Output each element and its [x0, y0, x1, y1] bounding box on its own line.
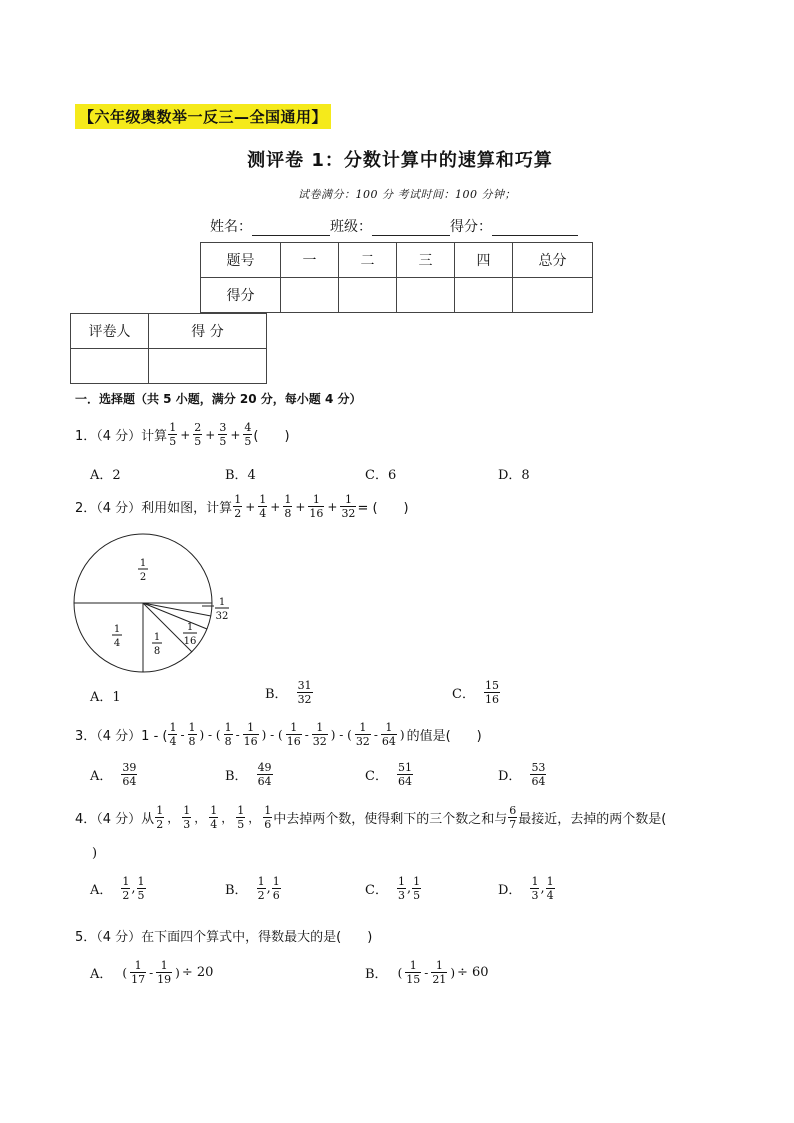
answer-blank[interactable]: 的值是( ) [406, 729, 482, 744]
q4-option-d[interactable]: D． $\frac{1}{3}$ , $\frac{1}{4}$ [498, 875, 554, 902]
label-eighth-den: 8 [153, 646, 161, 657]
score-input-cell[interactable] [455, 278, 513, 313]
fraction-circle-figure [72, 530, 242, 680]
page-title: 测评卷 1：分数计算中的速算和巧算 [247, 150, 553, 171]
radius-sixteenth [143, 603, 207, 629]
fraction: $\frac{1}{4}$ [259, 493, 267, 520]
section-title: 一．选择题（共 5 小题，满分 20 分，每小题 4 分） [75, 392, 362, 406]
score-field[interactable] [492, 220, 578, 236]
fraction: $\frac{1}{64}$ [381, 721, 396, 748]
fraction: $\frac{1}{32}$ [341, 493, 356, 520]
label-sixteenth-num: 1 [186, 622, 194, 633]
q1-option-c[interactable]: C．6 [365, 468, 397, 483]
label-thirtysecond-num: 1 [218, 597, 226, 608]
class-label: 班级： [330, 219, 372, 235]
label-thirtysecond-den: 32 [215, 611, 229, 622]
class-field[interactable] [372, 220, 450, 236]
exam-meta: 试卷满分：100 分 考试时间：100 分钟； [298, 188, 516, 201]
grader-input-cell[interactable] [71, 349, 149, 384]
question-prefix: 4．（4 分）从 [75, 812, 155, 827]
label-sixteenth-den: 16 [183, 636, 197, 647]
q5-option-b[interactable]: B． ( $\frac{1}{15}$ - $\frac{1}{21}$ ) ÷ 60 [365, 959, 489, 986]
score-table-score-row [201, 278, 593, 313]
q3-option-c[interactable]: C． $\frac{51}{64}$ [365, 761, 412, 788]
label-quarter-den: 4 [113, 638, 121, 649]
q5-option-a[interactable]: A． ( $\frac{1}{17}$ - $\frac{1}{19}$ ) ÷ 20 [90, 959, 214, 986]
answer-blank-close[interactable]: ) [92, 846, 98, 861]
label-quarter-num: 1 [113, 624, 121, 635]
student-info [210, 216, 578, 236]
q3-option-d[interactable]: D． $\frac{53}{64}$ [498, 761, 546, 788]
name-field[interactable] [252, 220, 330, 236]
fraction: $\frac{1}{8}$ [188, 721, 196, 748]
q1-option-b[interactable]: B．4 [225, 468, 256, 483]
question-2: 2．（4 分）利用如图，计算 $\frac{1}{2}$ + $\frac{1}{4}$ + $\frac{1}{8}$ + $\frac{1}{16}$ + $\frac{1}{32}$ = ( ) [75, 493, 409, 520]
fraction: $\frac{1}{32}$ [312, 721, 327, 748]
score-cell: 得分 [201, 278, 281, 313]
score-cell: 四 [455, 243, 513, 278]
score-label: 得分： [450, 219, 492, 235]
fraction: $\frac{1}{2}$ [234, 493, 242, 520]
answer-blank[interactable]: = ( ) [357, 501, 409, 516]
q3-option-a[interactable]: A． $\frac{39}{64}$ [90, 761, 137, 788]
grader-table [70, 313, 267, 384]
label-eighth-num: 1 [153, 632, 161, 643]
label-half-num: 1 [139, 558, 147, 569]
fraction: $\frac{1}{4}$ [169, 721, 177, 748]
fraction: $\frac{1}{8}$ [224, 721, 232, 748]
fraction: $\frac{1}{16}$ [309, 493, 324, 520]
score-table-header-row [201, 243, 593, 278]
q2-option-b[interactable]: B． $\frac{31}{32}$ [265, 679, 312, 706]
fraction: $\frac{1}{32}$ [355, 721, 370, 748]
answer-blank[interactable]: ( ) [253, 429, 290, 444]
grader-header: 评卷人 [71, 314, 149, 349]
q2-option-a[interactable]: A．1 [90, 690, 121, 705]
q3-option-b[interactable]: B． $\frac{49}{64}$ [225, 761, 272, 788]
score-input-cell[interactable] [513, 278, 593, 313]
fraction: $\frac{1}{5}$ [169, 421, 177, 448]
q1-option-d[interactable]: D．8 [498, 468, 530, 483]
grader-header: 得 分 [149, 314, 267, 349]
q4-option-a[interactable]: A． $\frac{1}{2}$ , $\frac{1}{5}$ [90, 875, 145, 902]
score-table [200, 242, 593, 313]
score-cell: 三 [397, 243, 455, 278]
q4-option-b[interactable]: B． $\frac{1}{2}$ , $\frac{1}{6}$ [225, 875, 280, 902]
question-4: 4．（4 分）从 $\frac{1}{2}$ ， $\frac{1}{3}$ ， $\frac{1}{4}$ ， $\frac{1}{5}$ ， $\frac{1}{6}$ 中去掉两个数，使得剩下的三个数之和与 $\frac{6}{7}$ 最接近，去掉的两个数是( [75, 804, 667, 831]
series-badge: 【六年级奥数举一反三—全国通用】 [75, 104, 331, 129]
question-prefix: 1．（4 分）计算 [75, 429, 168, 444]
name-label: 姓名： [210, 219, 252, 235]
question-5 [75, 926, 372, 945]
question-1: 1．（4 分）计算 $\frac{1}{5}$ + $\frac{2}{5}$ + $\frac{3}{5}$ + $\frac{4}{5}$ ( ) [75, 421, 290, 448]
fraction: $\frac{1}{8}$ [284, 493, 292, 520]
question-prefix: 5．（4 分）在下面四个算式中，得数最大的是( ) [75, 930, 373, 945]
fraction: $\frac{31}{32}$ [297, 679, 312, 706]
fraction: $\frac{1}{16}$ [243, 721, 258, 748]
question-prefix: 2．（4 分）利用如图，计算 [75, 501, 233, 516]
q4-option-c[interactable]: C． $\frac{1}{3}$ , $\frac{1}{5}$ [365, 875, 421, 902]
grader-input-cell[interactable] [149, 349, 267, 384]
question-3: 3．（4 分）1 - ( $\frac{1}{4}$ - $\frac{1}{8}$ ) - ( $\frac{1}{8}$ - $\frac{1}{16}$ ) - ( $\frac{1}{16}$ - $\frac{1}{32}$ ) - ( $\frac{1}{32}$ - $\frac{1}{64}$ ) 的值是( ) [75, 721, 482, 748]
score-input-cell[interactable] [339, 278, 397, 313]
label-half-den: 2 [139, 572, 147, 583]
fraction: $\frac{3}{5}$ [219, 421, 227, 448]
fraction: $\frac{1}{16}$ [286, 721, 301, 748]
score-cell: 题号 [201, 243, 281, 278]
q1-option-a[interactable]: A．2 [90, 468, 121, 483]
score-input-cell[interactable] [281, 278, 339, 313]
score-cell: 一 [281, 243, 339, 278]
q2-option-c[interactable]: C． $\frac{15}{16}$ [452, 679, 499, 706]
fraction: $\frac{2}{5}$ [194, 421, 202, 448]
radius-thirtysecond [143, 603, 211, 616]
fraction: $\frac{15}{16}$ [484, 679, 499, 706]
score-cell: 二 [339, 243, 397, 278]
fraction: $\frac{4}{5}$ [244, 421, 252, 448]
score-input-cell[interactable] [397, 278, 455, 313]
score-cell: 总分 [513, 243, 593, 278]
question-prefix: 3．（4 分）1 - ( [75, 729, 168, 744]
